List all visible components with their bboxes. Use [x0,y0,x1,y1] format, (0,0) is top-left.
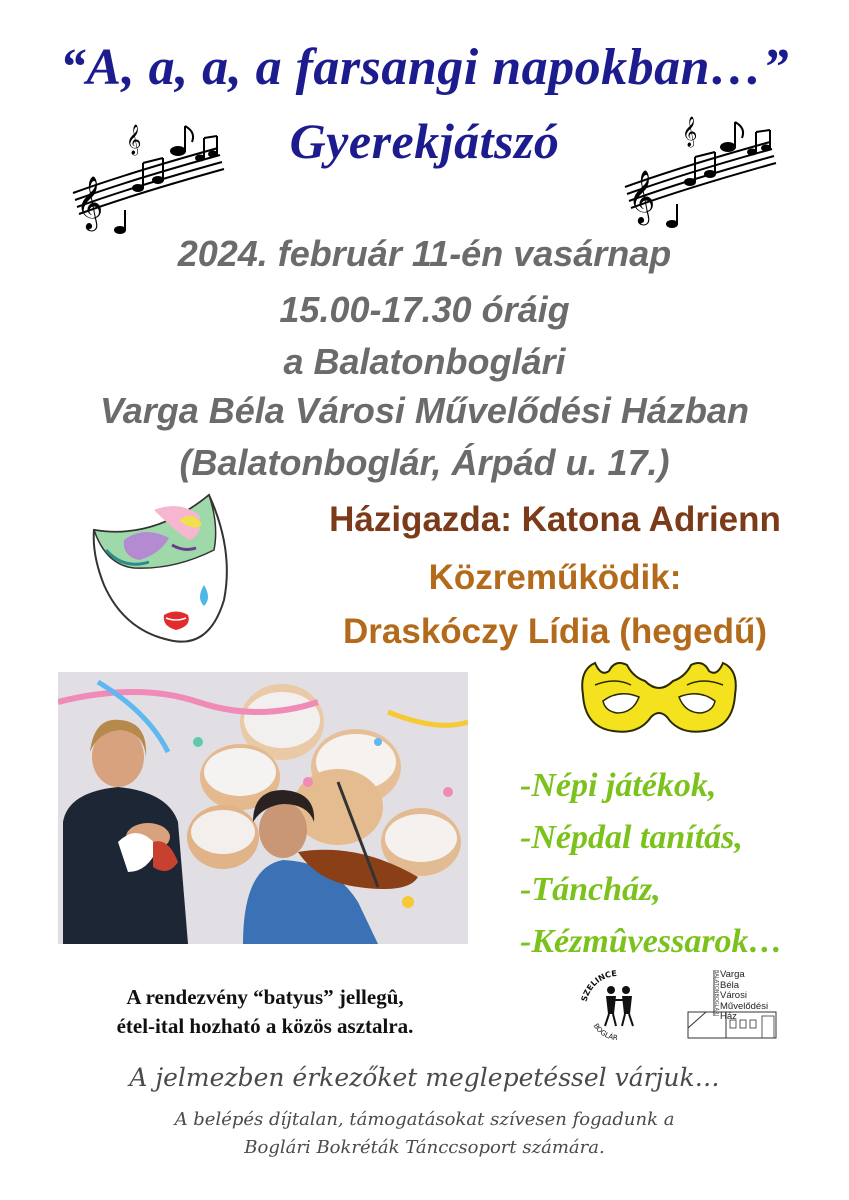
contributor-label: Közreműködik: [428,558,682,597]
svg-text:𝄞: 𝄞 [682,117,698,147]
activity-item: -Táncház, [520,871,661,908]
venue-logo-line: Varga [720,969,745,980]
svg-text:𝄞: 𝄞 [628,169,656,223]
event-venue-line2: Varga Béla Városi Művelődési Házban [100,390,749,431]
dance-group-logo [578,968,658,1040]
host-name: Házigazda: Katona Adrienn [329,500,781,539]
venue-logo-line: Városi [720,990,747,1001]
svg-text:BOGLÁR: BOGLÁR [591,1022,619,1040]
event-venue-line1: a Balatonboglári [283,341,566,382]
venue-logo-vertical: BALATONBOGLÁRI [713,970,719,1016]
venue-logo-line: Művelődési [720,1000,769,1012]
event-time: 15.00-17.30 óráig [279,289,570,330]
poster-title: “A, a, a, a farsangi napokban…” [59,39,790,96]
activities-list [520,760,783,968]
yellow-eye-mask-icon [575,655,743,747]
venue-logo-text [720,970,768,1023]
activity-item: -Népi játékok, [520,767,717,804]
venue-logo-line: Ház [720,1011,737,1022]
free-entry-line2: Boglári Bokréták Tánccsoport számára. [244,1137,605,1158]
event-address: (Balatonboglár, Árpád u. 17.) [179,442,670,483]
contributor-name: Draskóczy Lídia (hegedű) [343,612,767,651]
free-entry-line1: A belépés díjtalan, támogatásokat szívesen fogadunk a [174,1109,675,1130]
svg-text:𝄞: 𝄞 [126,125,142,155]
music-notes-right-icon [620,112,780,232]
potluck-notice-line1: A rendezvény “batyus” jellegû, [126,985,404,1009]
carnival-mask-icon [84,490,236,652]
potluck-notice-line2: étel-ital hozható a közös asztalra. [116,1014,414,1038]
performers-photo [58,672,468,944]
costume-welcome: A jelmezben érkezőket meglepetéssel várjuk… [129,1063,720,1092]
activity-item: -Kézmûvessarok… [520,923,783,960]
svg-text:SZELINCE: SZELINCE [579,968,618,1003]
activity-item: -Népdal tanítás, [520,819,743,856]
event-date: 2024. február 11-én vasárnap [177,233,672,274]
svg-text:𝄞: 𝄞 [76,175,104,229]
free-entry-notice [0,1106,849,1162]
music-notes-left-icon [68,118,226,238]
poster-subtitle: Gyerekjátszó [289,113,560,169]
potluck-notice [70,983,460,1041]
venue-logo-line: Béla [720,979,740,991]
